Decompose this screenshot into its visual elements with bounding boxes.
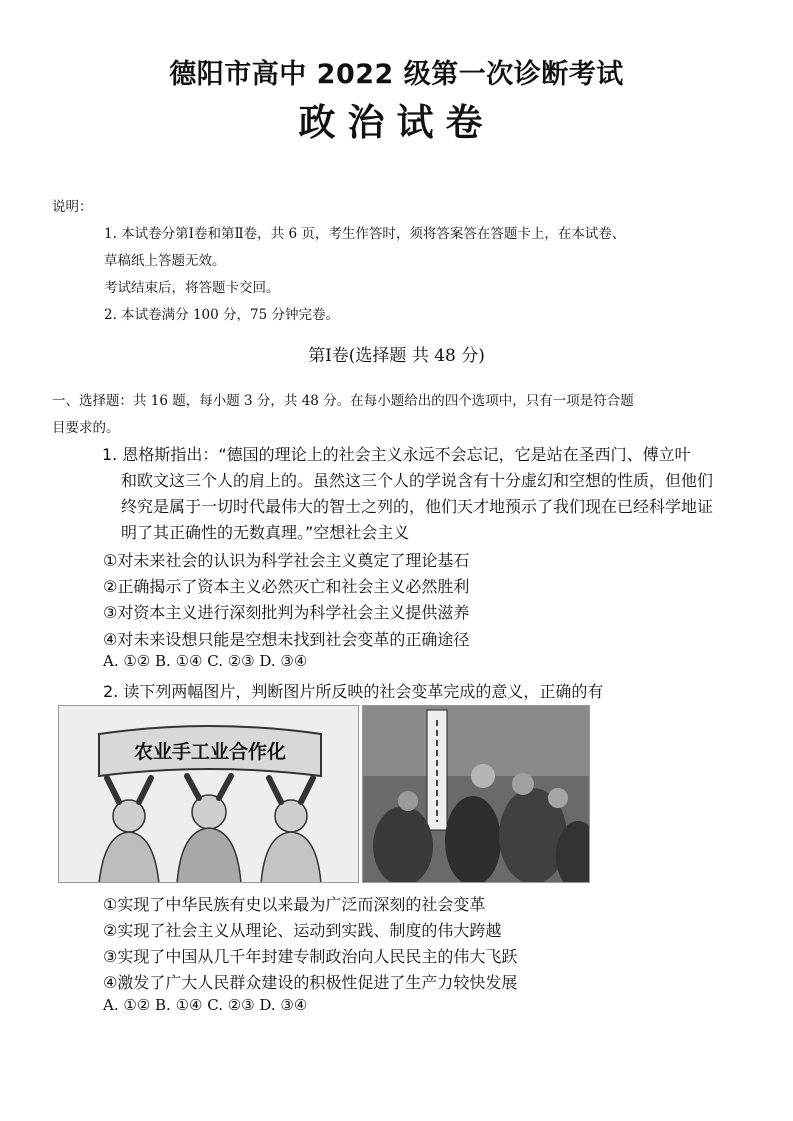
question-1-choices: A. ①② B. ①④ C. ②③ D. ③④ [103,652,308,670]
instructions-line-3: 考试结束后，将答题卡交回。 [104,280,280,296]
exam-subject-title: 政治试卷 [298,100,495,144]
question-1-line-4: 明了其正确性的无数真理。”空想社会主义 [121,523,410,542]
question-2-option-4: ④激发了广大人民群众建设的积极性促进了生产力较快发展 [103,973,518,992]
question-1-option-2: ②正确揭示了资本主义必然灭亡和社会主义必然胜利 [103,577,470,596]
cooperative-poster-image [58,705,359,883]
question-1-line-1: 1. 恩格斯指出：“德国的理论上的社会主义永远不会忘记，它是站在圣西门、傅立叶 [102,445,691,464]
question-2-option-2: ②实现了社会主义从理论、运动到实践、制度的伟大跨越 [103,921,502,940]
poster-banner-text: 农业手工业合作化 [133,741,287,763]
question-2-choices: A. ①② B. ①④ C. ②③ D. ③④ [103,996,308,1014]
section-intro-line-1: 一、选择题：共 16 题，每小题 3 分，共 48 分。在每小题给出的四个选项中，只有一项是符合题 [52,393,634,409]
question-1-option-4: ④对未来设想只能是空想未找到社会变革的正确途径 [103,630,470,649]
question-2-option-1: ①实现了中华民族有史以来最为广泛而深刻的社会变革 [103,895,486,914]
question-1-line-2: 和欧文这三个人的肩上的。虽然这三个人的学说含有十分虚幻和空想的性质，但他们 [121,471,714,490]
instructions-label: 说明： [52,199,93,215]
instructions-line-4: 2. 本试卷满分 100 分，75 分钟完卷。 [104,307,339,323]
question-1-line-3: 终究是属于一切时代最伟大的智士之列的，他们天才地预示了我们现在已经科学地证 [121,497,714,516]
instructions-line-1: 1. 本试卷分第Ⅰ卷和第Ⅱ卷，共 6 页，考生作答时，须将答案答在答题卡上，在本试卷、 [104,226,626,242]
section-intro-line-2: 目要求的。 [52,420,120,436]
exam-title: 德阳市高中 2022 级第一次诊断考试 [169,59,624,90]
question-2-stem: 2. 读下列两幅图片，判断图片所反映的社会变革完成的意义，正确的有 [103,682,604,701]
question-1-option-1: ①对未来社会的认识为科学社会主义奠定了理论基石 [103,551,470,570]
instructions-line-2: 草稿纸上答题无效。 [104,253,226,269]
crowd-celebration-photo [362,705,590,883]
question-1-option-3: ③对资本主义进行深刻批判为科学社会主义提供滋养 [103,603,470,622]
question-2-option-3: ③实现了中国从几千年封建专制政治向人民民主的伟大飞跃 [103,947,518,966]
section-title: 第Ⅰ卷(选择题 共 48 分) [308,346,485,366]
